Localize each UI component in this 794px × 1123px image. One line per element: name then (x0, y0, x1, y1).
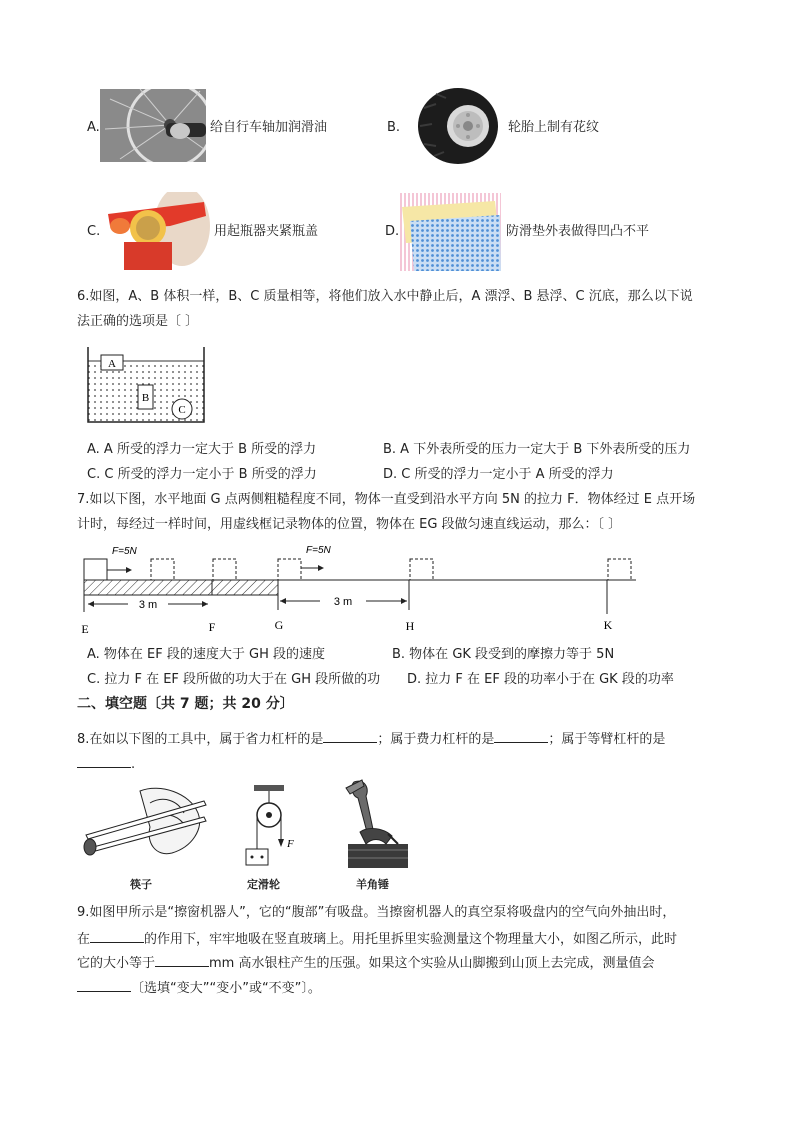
distance-label-2: 3 m (333, 596, 353, 608)
force-arrow-1 (126, 567, 132, 573)
tire-tread-image (414, 86, 502, 166)
chopsticks-image (80, 783, 208, 859)
point-f: F (208, 620, 216, 634)
answer-blank-4[interactable] (90, 929, 144, 943)
q9-line2 (77, 929, 677, 949)
option-text: 给自行车轴加润滑油 (210, 120, 328, 135)
motion-track-figure (76, 540, 646, 640)
claw-hammer-image (340, 778, 412, 870)
q9-line3-pre: 它的大小等于 (77, 956, 156, 971)
option-letter: A. (87, 120, 100, 135)
point-k: K (603, 618, 613, 632)
bottle-opener-image (100, 192, 210, 270)
section-2-title: 二、填空题〔共 7 题；共 20 分〕 (77, 696, 294, 712)
option-text: 防滑垫外表做得凹凸不平 (506, 224, 650, 239)
q6-option-c: C. C 所受的浮力一定小于 B 所受的浮力 (87, 467, 317, 482)
q7-stem-line1: 7.如以下图，水平地面 G 点两侧粗糙程度不同，物体一直受到沿水平方向 5N 的拉力 F．物体经过 E 点开场 (77, 492, 696, 507)
q7-stem-line2: 计时，每经过一样时间，用虚线框记录物体的位置，物体在 EG 段做匀速直线运动，那么：〔 〕 (77, 517, 622, 532)
dashed-position-2 (213, 559, 236, 580)
option-letter: B. (387, 120, 401, 135)
distance-label-1: 3 m (138, 599, 158, 611)
q9-line1: 9.如图甲所示是“擦窗机器人”，它的“腹部”有吸盘。当擦窗机器人的真空泵将吸盘内的空气向外抽出时， (77, 905, 676, 920)
caption-hammer: 羊角锤 (356, 878, 389, 891)
q8-stem (77, 729, 665, 749)
option-text: 用起瓶器夹紧瓶盖 (214, 224, 319, 239)
option-letter: D. (385, 224, 400, 239)
caption-chopsticks: 筷子 (130, 878, 152, 891)
bicycle-oiling-image (100, 89, 206, 162)
q8-part1: 8.在如以下图的工具中，属于省力杠杆的是 (77, 732, 324, 747)
point-h: H (405, 619, 415, 633)
q8-stem-line2 (77, 754, 135, 774)
point-e: E (81, 622, 89, 636)
q6-option-b: B. A 下外表所受的压力一定大于 B 下外表所受的压力 (383, 442, 691, 457)
buoyancy-container-figure (86, 345, 208, 425)
dashed-position-3 (278, 559, 301, 580)
option-letter: C. (87, 224, 101, 239)
dashed-position-1 (151, 559, 174, 580)
q9-line4 (77, 978, 321, 998)
block-at-e (84, 559, 107, 580)
q6-stem-line2: 法正确的选项是〔 〕 (77, 314, 199, 329)
q6-stem-line1: 6.如图，A、B 体积一样，B、C 质量相等，将他们放入水中静止后，A 漂浮、B 悬浮、C 沉底，那么以下说 (77, 289, 693, 304)
answer-blank-6[interactable] (77, 978, 131, 992)
q8-part3: ；属于等臂杠杆的是 (548, 732, 666, 747)
answer-blank-1[interactable] (323, 729, 377, 743)
label-c: C (178, 404, 186, 416)
q9-line4-post: 〔选填“变大”“变小”或“不变”〕。 (131, 981, 321, 996)
force-label-2: F=5N (306, 545, 331, 556)
q6-option-d: D. C 所受的浮力一定小于 A 所受的浮力 (383, 467, 614, 482)
option-text: 轮胎上制有花纹 (508, 120, 600, 135)
pulley-force-label: F (287, 838, 294, 850)
answer-blank-5[interactable] (155, 953, 209, 967)
point-g: G (274, 618, 284, 632)
label-b: B (141, 392, 150, 404)
q7-option-a: A. 物体在 EF 段的速度大于 GH 段的速度 (87, 647, 325, 662)
answer-blank-2[interactable] (494, 729, 548, 743)
force-arrow-2 (318, 565, 324, 571)
dashed-position-5 (608, 559, 631, 580)
q7-option-c: C. 拉力 F 在 EF 段所做的功大于在 GH 段所做的功 (87, 672, 381, 687)
q8-end: . (131, 757, 136, 772)
q9-line3 (77, 953, 654, 973)
q8-part2: ；属于费力杠杆的是 (377, 732, 495, 747)
fixed-pulley-image (240, 783, 298, 867)
label-a: A (108, 358, 116, 370)
q9-line2-pre: 在 (77, 932, 91, 947)
q6-option-a: A. A 所受的浮力一定大于 B 所受的浮力 (87, 442, 317, 457)
dashed-position-4 (410, 559, 433, 580)
q7-option-d: D. 拉力 F 在 EF 段的功率小于在 GK 段的功率 (407, 672, 674, 687)
q7-option-b: B. 物体在 GK 段受到的摩擦力等于 5N (392, 647, 615, 662)
q9-line3-post: mm 高水银柱产生的压强。如果这个实验从山脚搬到山顶上去完成，测量值会 (209, 956, 655, 971)
force-label-1: F=5N (112, 546, 137, 557)
caption-pulley: 定滑轮 (247, 878, 280, 891)
rough-surface (84, 580, 278, 595)
q9-line2-post: 的作用下，牢牢地吸在竖直玻璃上。用托里拆里实验测量这个物理量大小，如图乙所示，此时 (144, 932, 678, 947)
nonslip-mat-image (400, 193, 501, 271)
answer-blank-3[interactable] (77, 754, 131, 768)
